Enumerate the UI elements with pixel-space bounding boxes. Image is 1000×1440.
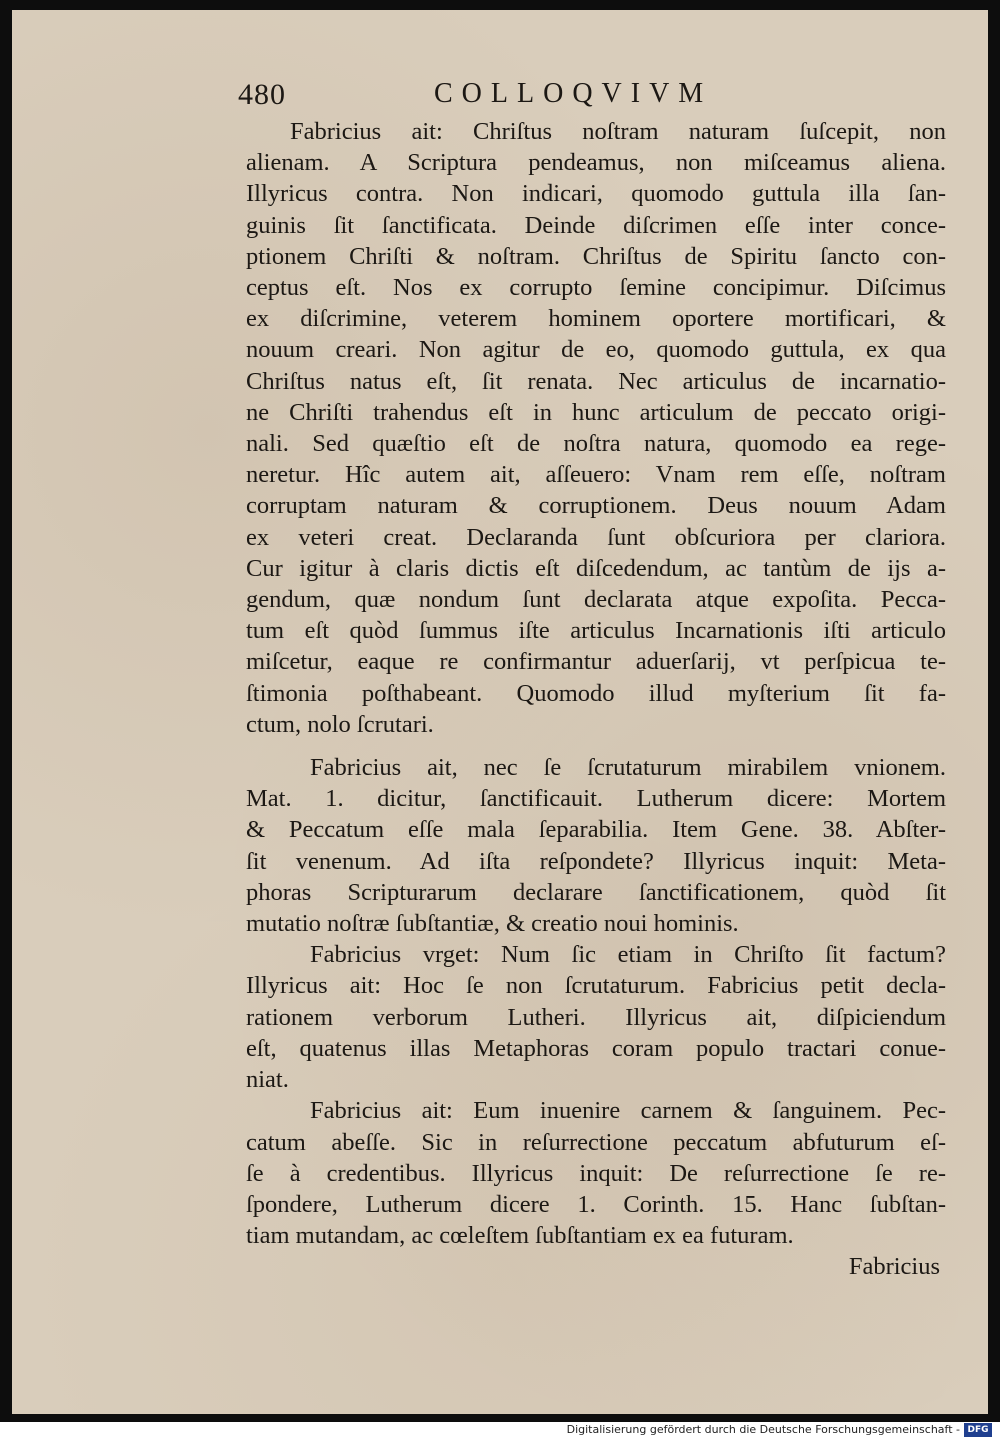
text-line: ceptus eſt. Nos ex corrupto ſemine concipimur. Diſcimus [246, 274, 946, 302]
text-line: nali. Sed quæſtio eſt de noſtra natura, quomodo ea rege- [246, 430, 946, 458]
text-line: alienam. A Scriptura pendeamus, non miſceamus aliena. [246, 149, 946, 177]
text-line: ne Chriſti trahendus eſt in hunc articulum de peccato origi- [246, 398, 946, 426]
text-line: eſt, quatenus illas Metaphoras coram populo tractari conue- [246, 1034, 946, 1062]
paragraph-2 [246, 752, 946, 939]
text-line: ptionem Chriſti & noſtram. Chriſtus de Spiritu ſancto con- [246, 242, 946, 270]
text-line: Fabricius vrget: Num ſic etiam in Chriſto ſit factum? [310, 941, 946, 969]
text-line: tum eſt quòd ſummus iſte articulus Incarnationis iſti articulo [246, 617, 946, 645]
paragraph-3 [246, 939, 946, 1095]
text-line: Illyricus contra. Non indicari, quomodo guttula illa ſan- [246, 180, 946, 208]
paragraph-4 [246, 1095, 946, 1251]
text-line: rationem verborum Lutheri. Illyricus ait, diſpiciendum [246, 1003, 946, 1031]
text-line: Fabricius ait: Eum inuenire carnem & ſanguinem. Pec- [310, 1097, 946, 1125]
text-line: ex veteri creat. Declaranda ſunt obſcuriora per clariora. [246, 523, 946, 551]
text-line: catum abeſſe. Sic in reſurrectione peccatum abfuturum eſ- [246, 1128, 946, 1156]
text-line: & Peccatum eſſe mala ſeparabilia. Item Gene. 38. Abſter- [246, 816, 946, 844]
dfg-logo: DFG [964, 1423, 992, 1437]
text-line: tiam mutandam, ac cœleſtem ſubſtantiam ex ea futuram. [246, 1222, 794, 1250]
text-line: ſpondere, Lutherum dicere 1. Corinth. 15. Hanc ſubſtan- [246, 1190, 946, 1218]
catchword: Fabricius [848, 1253, 940, 1281]
text-line: ſtimonia poſthabeant. Quomodo illud myſterium ſit fa- [246, 679, 946, 707]
text-line: Illyricus ait: Hoc ſe non ſcrutaturum. Fabricius petit decla- [246, 972, 946, 1000]
running-head [238, 78, 798, 114]
funding-credit: Digitalisierung gefördert durch die Deutsche Forschungsgemeinschaft - [566, 1423, 960, 1436]
body-text [246, 116, 946, 1283]
text-line: miſcetur, eaque re confirmantur aduerſarij, vt perſpicua te- [246, 648, 946, 676]
text-line: nouum creari. Non agitur de eo, quomodo guttula, ex qua [246, 336, 946, 364]
text-line: mutatio noſtræ ſubſtantiæ, & creatio noui hominis. [246, 910, 739, 938]
text-line: Fabricius ait, nec ſe ſcrutaturum mirabilem vnionem. [310, 754, 946, 782]
paragraph-1 [246, 116, 946, 740]
text-line: niat. [246, 1066, 289, 1094]
text-line: gendum, quæ nondum ſunt declarata atque expoſita. Pecca- [246, 586, 946, 614]
text-line: ſe à credentibus. Illyricus inquit: De reſurrectione ſe re- [246, 1159, 946, 1187]
text-line: phoras Scripturarum declarare ſanctificationem, quòd ſit [246, 878, 946, 906]
running-title: COLLOQVIVM [434, 78, 713, 109]
text-line: ctum, nolo ſcrutari. [246, 710, 434, 738]
text-line: corruptam naturam & corruptionem. Deus nouum Adam [246, 492, 946, 520]
text-line: Mat. 1. dicitur, ſanctificauit. Lutherum dicere: Mortem [246, 785, 946, 813]
text-line: Cur igitur à claris dictis eſt diſcedendum, ac tantùm de ijs a- [246, 554, 946, 582]
text-line: Chriſtus natus eſt, ſit renata. Nec articulus de incarnatio- [246, 367, 946, 395]
page-number: 480 [238, 78, 286, 111]
text-line: guinis ſit ſanctificata. Deinde diſcrimen eſſe inter conce- [246, 211, 946, 239]
text-line: neretur. Hîc autem ait, aſſeuero: Vnam rem eſſe, noſtram [246, 461, 946, 489]
text-line: ex diſcrimine, veterem hominem oportere mortificari, & [246, 305, 946, 333]
text-line: Fabricius ait: Chriſtus noſtram naturam ſuſcepit, non [290, 118, 946, 145]
text-line: ſit venenum. Ad iſta reſpondete? Illyricus inquit: Meta- [246, 847, 946, 875]
